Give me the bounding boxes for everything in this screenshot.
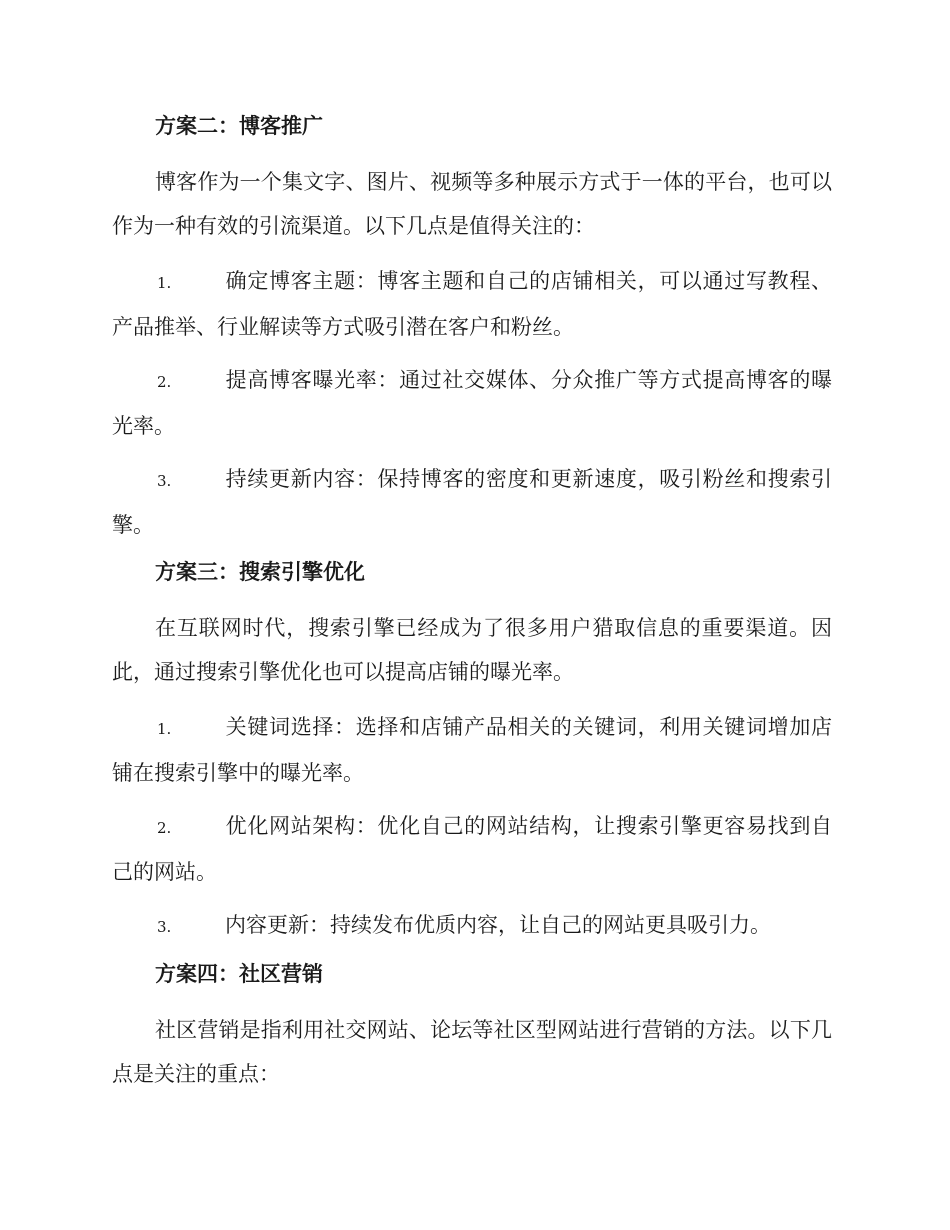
section-intro-seo: 在互联网时代，搜索引擎已经成为了很多用户猎取信息的重要渠道。因此，通过搜索引擎优化也可以提高店铺的曝光率。: [112, 616, 832, 684]
list-item: [112, 358, 832, 448]
list-item-text: 优化网站架构：优化自己的网站结构，让搜索引擎更容易找到自己的网站。: [112, 814, 832, 884]
list-item: [112, 259, 832, 349]
section-intro-community: 社区营销是指利用社交网站、论坛等社区型网站进行营销的方法。以下几点是关注的重点：: [112, 1018, 832, 1086]
list-item-text: 持续更新内容：保持博客的密度和更新速度，吸引粉丝和搜索引擎。: [112, 467, 832, 537]
section-heading-seo: 方案三：搜索引擎优化: [155, 559, 365, 584]
list-number: 2.: [157, 819, 172, 837]
list-item: [112, 804, 832, 894]
list-item: [112, 705, 832, 795]
section-heading-community: 方案四：社区营销: [155, 961, 323, 986]
list-item: [112, 903, 832, 949]
list-number: 3.: [157, 472, 172, 490]
list-item-text: 确定博客主题：博客主题和自己的店铺相关，可以通过写教程、产品推举、行业解读等方式吸引潜在客户和粉丝。: [112, 269, 832, 339]
list-number: 1.: [157, 720, 172, 738]
list-item-text: 关键词选择：选择和店铺产品相关的关键词，利用关键词增加店铺在搜索引擎中的曝光率。: [112, 715, 832, 785]
list-number: 1.: [157, 274, 172, 292]
list-item-text: 提高博客曝光率：通过社交媒体、分众推广等方式提高博客的曝光率。: [112, 368, 832, 438]
list-number: 2.: [157, 373, 172, 391]
section-heading-blog: 方案二：博客推广: [155, 113, 323, 138]
list-number: 3.: [157, 918, 172, 936]
list-item: [112, 457, 832, 547]
list-item-text: 内容更新：持续发布优质内容，让自己的网站更具吸引力。: [225, 913, 771, 937]
section-intro-blog: 博客作为一个集文字、图片、视频等多种展示方式于一体的平台，也可以作为一种有效的引流渠道。以下几点是值得关注的：: [112, 170, 832, 238]
